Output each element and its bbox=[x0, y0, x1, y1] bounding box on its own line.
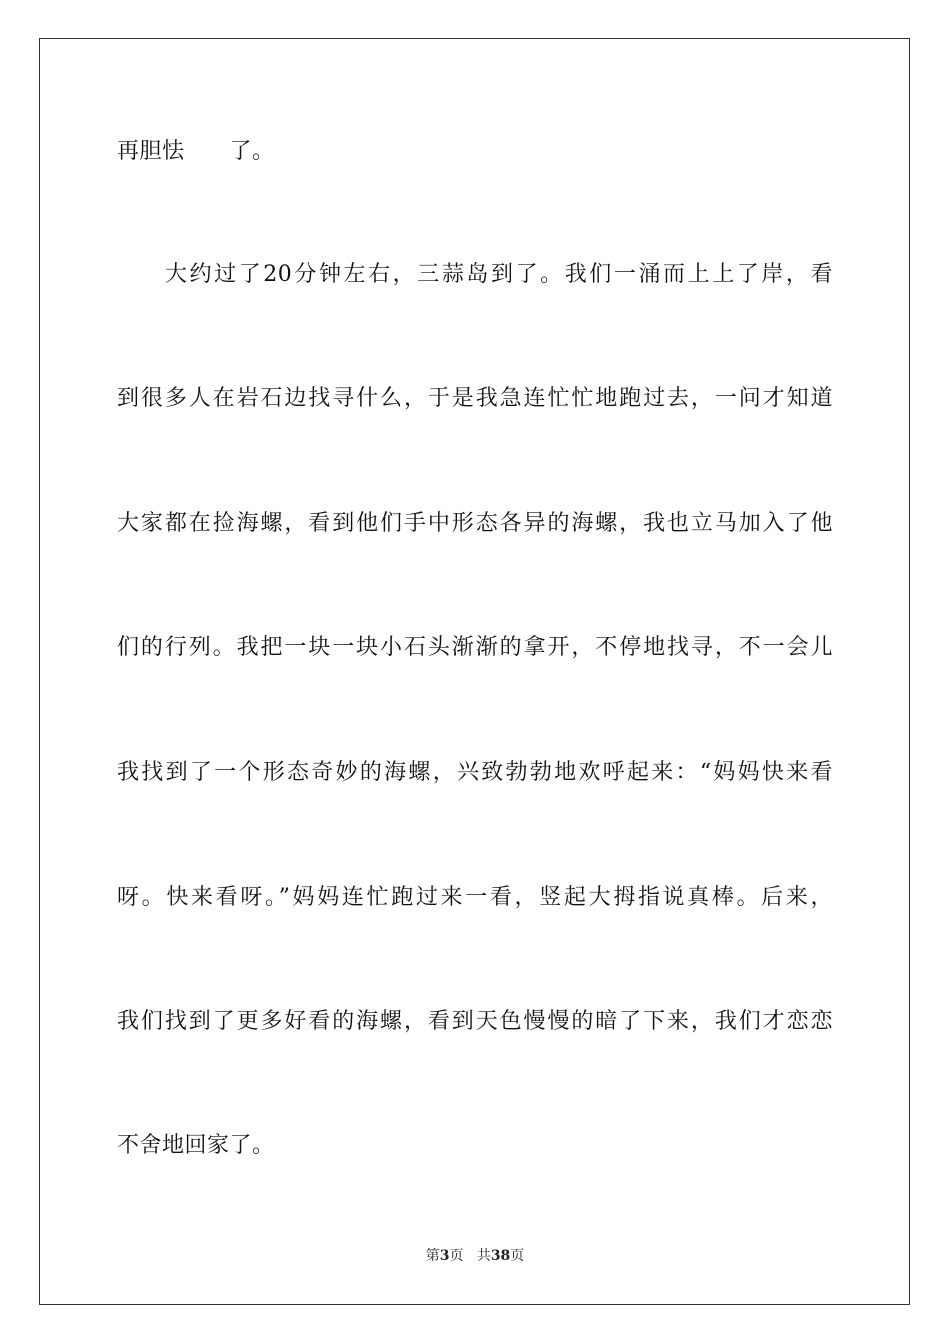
paragraph-line-4: 大家都在捡海螺，看到他们手中形态各异的海螺，我也立马加入了他 bbox=[117, 511, 833, 536]
footer-total-unit: 页 bbox=[510, 1248, 525, 1264]
paragraph-line-8: 我们找到了更多好看的海螺，看到天色慢慢的暗了下来，我们才恋恋 bbox=[117, 1009, 833, 1034]
paragraph-line-7: 呀。快来看呀。”妈妈连忙跑过来一看，竖起大拇指说真棒。后来， bbox=[117, 885, 833, 910]
footer-page-prefix: 第 bbox=[425, 1248, 440, 1264]
paragraph-line-6: 我找到了一个形态奇妙的海螺，兴致勃勃地欢呼起来：“妈妈快来看 bbox=[117, 760, 833, 785]
paragraph-line-1: 再胆怯 了。 bbox=[117, 139, 275, 164]
page-border bbox=[39, 38, 910, 1305]
paragraph-line-2: 大约过了20分钟左右，三蒜岛到了。我们一涌而上上了岸，看 bbox=[165, 262, 833, 287]
footer-page-current: 3 bbox=[439, 1248, 450, 1264]
paragraph-line-5: 们的行列。我把一块一块小石头渐渐的拿开，不停地找寻，不一会儿 bbox=[117, 635, 833, 660]
paragraph-line-3: 到很多人在岩石边找寻什么，于是我急连忙忙地跑过去，一问才知道 bbox=[117, 386, 833, 411]
footer-page-unit: 页 bbox=[449, 1248, 464, 1264]
paragraph-line-9: 不舍地回家了。 bbox=[117, 1133, 275, 1158]
page-footer bbox=[0, 1246, 950, 1266]
footer-page-total: 38 bbox=[490, 1248, 511, 1264]
footer-total-prefix: 共 bbox=[476, 1248, 491, 1264]
